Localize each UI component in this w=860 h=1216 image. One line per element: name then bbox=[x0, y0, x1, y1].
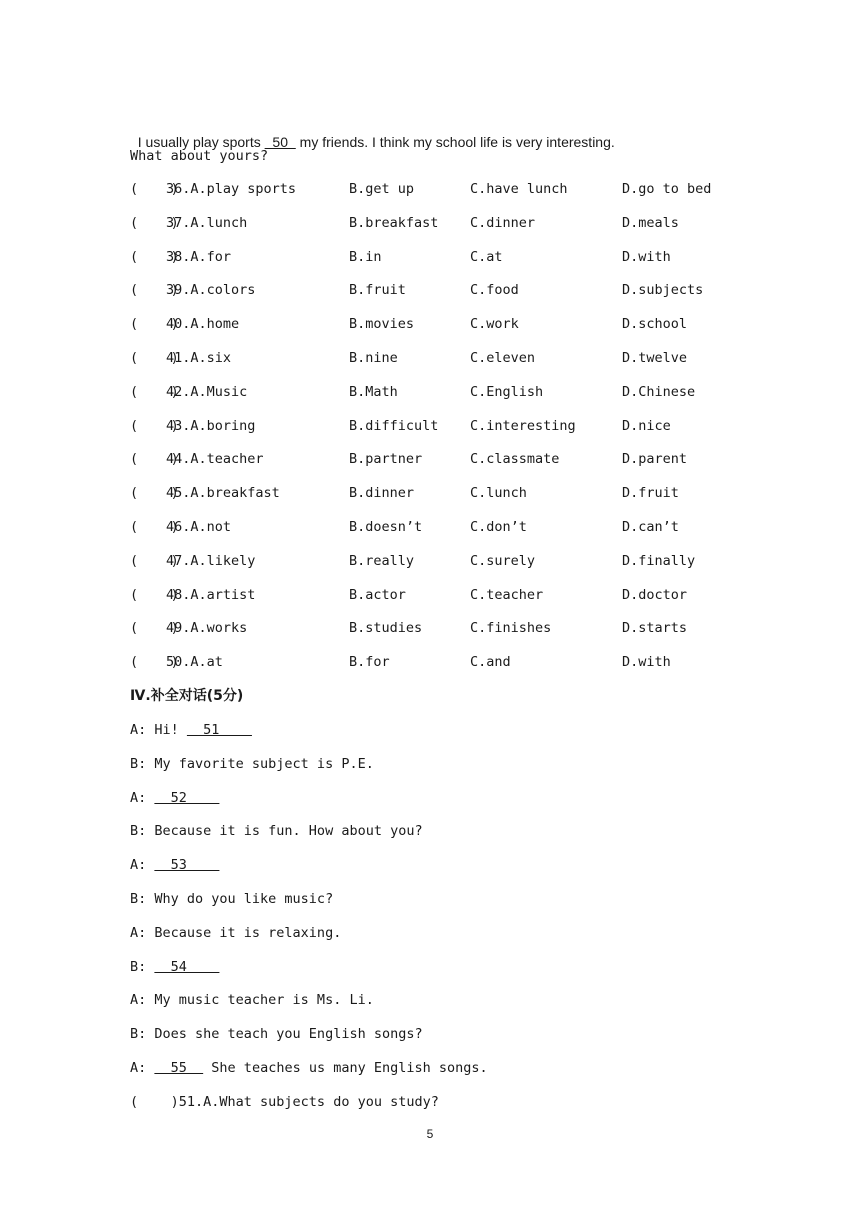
option-a: 42.A.Music bbox=[166, 383, 248, 400]
question-row bbox=[130, 179, 750, 199]
question-row bbox=[130, 247, 750, 267]
option-b: B.actor bbox=[349, 586, 406, 603]
dialogue-text: B: bbox=[130, 958, 155, 975]
option-b: B.get up bbox=[349, 181, 415, 197]
option-c: C.lunch bbox=[470, 485, 527, 502]
dialogue-line bbox=[130, 1058, 488, 1078]
option-d: D.nice bbox=[622, 417, 671, 434]
dialogue-blank: 51 bbox=[186, 722, 252, 738]
option-b: B.really bbox=[349, 552, 415, 569]
question-row bbox=[130, 280, 750, 300]
dialogue-blank: 52 bbox=[154, 789, 220, 806]
option-a: 37.A.lunch bbox=[166, 214, 248, 231]
option-b: B.doesn’t bbox=[349, 519, 423, 535]
answer-paren: ( ) bbox=[130, 654, 179, 671]
option-a: 47.A.likely bbox=[166, 552, 256, 569]
option-a: 49.A.works bbox=[166, 620, 248, 637]
dialogue-text: B: Does she teach you English songs? bbox=[130, 1026, 423, 1043]
dialogue-text: ( )51.A.What subjects do you study? bbox=[130, 1093, 439, 1110]
option-c: C.have lunch bbox=[470, 181, 568, 197]
option-d: D.with bbox=[622, 248, 671, 265]
dialogue-line bbox=[130, 1092, 439, 1112]
option-a: 44.A.teacher bbox=[166, 451, 264, 468]
dialogue-line bbox=[130, 821, 423, 841]
option-c: C.at bbox=[470, 248, 503, 265]
option-c: C.don’t bbox=[470, 519, 527, 535]
section-heading: Ⅳ.补全对话(5分) bbox=[130, 688, 244, 704]
option-d: D.Chinese bbox=[622, 383, 696, 400]
option-b: B.in bbox=[349, 248, 382, 265]
dialogue-line bbox=[130, 957, 219, 977]
question-row bbox=[130, 449, 750, 469]
dialogue-text: A: Because it is relaxing. bbox=[130, 924, 342, 941]
option-c: C.work bbox=[470, 316, 519, 333]
option-b: B.partner bbox=[349, 451, 423, 468]
option-b: B.movies bbox=[349, 316, 415, 333]
answer-paren: ( ) bbox=[130, 350, 179, 366]
question-row bbox=[130, 382, 750, 402]
option-a: 40.A.home bbox=[166, 316, 240, 333]
option-a: 46.A.not bbox=[166, 519, 232, 535]
question-row bbox=[130, 416, 750, 436]
dialogue-line bbox=[130, 754, 374, 774]
question-row bbox=[130, 585, 750, 605]
answer-paren: ( ) bbox=[130, 451, 179, 468]
dialogue-text: A: My music teacher is Ms. Li. bbox=[130, 992, 374, 1009]
dialogue-text: A: bbox=[130, 1060, 155, 1076]
dialogue-text-after: She teaches us many English songs. bbox=[203, 1060, 488, 1076]
option-a: 39.A.colors bbox=[166, 282, 256, 299]
option-d: D.school bbox=[622, 316, 688, 333]
dialogue-blank: 54 bbox=[154, 958, 220, 975]
option-d: D.go to bed bbox=[622, 181, 712, 197]
option-c: C.eleven bbox=[470, 350, 536, 366]
page-number: 5 bbox=[426, 1127, 434, 1141]
option-b: B.for bbox=[349, 654, 390, 671]
answer-paren: ( ) bbox=[130, 214, 179, 231]
option-c: C.classmate bbox=[470, 451, 560, 468]
answer-paren: ( ) bbox=[130, 417, 179, 434]
option-c: C.surely bbox=[470, 552, 536, 569]
passage-line-2: What about yours? bbox=[130, 148, 269, 164]
dialogue-blank: 55 bbox=[154, 1060, 204, 1076]
passage-text-before: I usually play sports bbox=[137, 134, 265, 150]
answer-paren: ( ) bbox=[130, 519, 179, 535]
option-a: 50.A.at bbox=[166, 654, 223, 671]
option-d: D.with bbox=[622, 654, 671, 671]
option-c: C.and bbox=[470, 654, 511, 671]
answer-paren: ( ) bbox=[130, 620, 179, 637]
answer-paren: ( ) bbox=[130, 248, 179, 265]
option-c: C.finishes bbox=[470, 620, 552, 637]
option-a: 41.A.six bbox=[166, 350, 232, 366]
question-row bbox=[130, 483, 750, 503]
answer-paren: ( ) bbox=[130, 552, 179, 569]
option-c: C.food bbox=[470, 282, 519, 299]
option-d: D.parent bbox=[622, 451, 688, 468]
question-row bbox=[130, 618, 750, 638]
option-a: 38.A.for bbox=[166, 248, 232, 265]
option-c: C.interesting bbox=[470, 417, 576, 434]
answer-paren: ( ) bbox=[130, 316, 179, 333]
dialogue-line bbox=[130, 855, 219, 875]
dialogue-line bbox=[130, 788, 219, 808]
option-a: 45.A.breakfast bbox=[166, 485, 280, 502]
dialogue-text: B: Because it is fun. How about you? bbox=[130, 823, 423, 840]
option-d: D.meals bbox=[622, 214, 679, 231]
option-d: D.fruit bbox=[622, 485, 679, 502]
option-c: C.dinner bbox=[470, 214, 536, 231]
option-d: D.finally bbox=[622, 552, 696, 569]
answer-paren: ( ) bbox=[130, 383, 179, 400]
option-b: B.fruit bbox=[349, 282, 406, 299]
dialogue-line bbox=[130, 720, 252, 740]
blank-50: 50 bbox=[264, 134, 296, 150]
question-row bbox=[130, 348, 750, 368]
option-b: B.Math bbox=[349, 383, 398, 400]
option-d: D.can’t bbox=[622, 519, 679, 535]
dialogue-blank: 53 bbox=[154, 857, 220, 874]
dialogue-text: A: bbox=[130, 857, 155, 874]
question-row bbox=[130, 551, 750, 571]
answer-paren: ( ) bbox=[130, 181, 179, 197]
dialogue-line bbox=[130, 990, 374, 1010]
answer-paren: ( ) bbox=[130, 485, 179, 502]
dialogue-text: B: My favorite subject is P.E. bbox=[130, 755, 374, 772]
option-a: 43.A.boring bbox=[166, 417, 256, 434]
dialogue-text: B: Why do you like music? bbox=[130, 891, 334, 907]
option-c: C.teacher bbox=[470, 586, 544, 603]
option-d: D.twelve bbox=[622, 350, 688, 366]
answer-paren: ( ) bbox=[130, 282, 179, 299]
answer-paren: ( ) bbox=[130, 586, 179, 603]
dialogue-line bbox=[130, 923, 341, 943]
option-b: B.difficult bbox=[349, 417, 439, 434]
question-row bbox=[130, 213, 750, 233]
option-b: B.dinner bbox=[349, 485, 415, 502]
dialogue-line bbox=[130, 1024, 423, 1044]
option-b: B.breakfast bbox=[349, 214, 439, 231]
dialogue-line bbox=[130, 889, 333, 909]
option-d: D.starts bbox=[622, 620, 688, 637]
option-c: C.English bbox=[470, 383, 544, 400]
passage-text-after: my friends. I think my school life is very interesting. bbox=[295, 134, 615, 150]
option-a: 48.A.artist bbox=[166, 586, 256, 603]
question-row bbox=[130, 314, 750, 334]
option-b: B.studies bbox=[349, 620, 423, 637]
option-d: D.subjects bbox=[622, 282, 704, 299]
question-row bbox=[130, 517, 750, 537]
option-a: 36.A.play sports bbox=[166, 181, 297, 197]
option-b: B.nine bbox=[349, 350, 398, 366]
dialogue-text: A: bbox=[130, 789, 155, 806]
dialogue-text: A: Hi! bbox=[130, 722, 187, 738]
option-d: D.doctor bbox=[622, 586, 688, 603]
question-row bbox=[130, 652, 750, 672]
